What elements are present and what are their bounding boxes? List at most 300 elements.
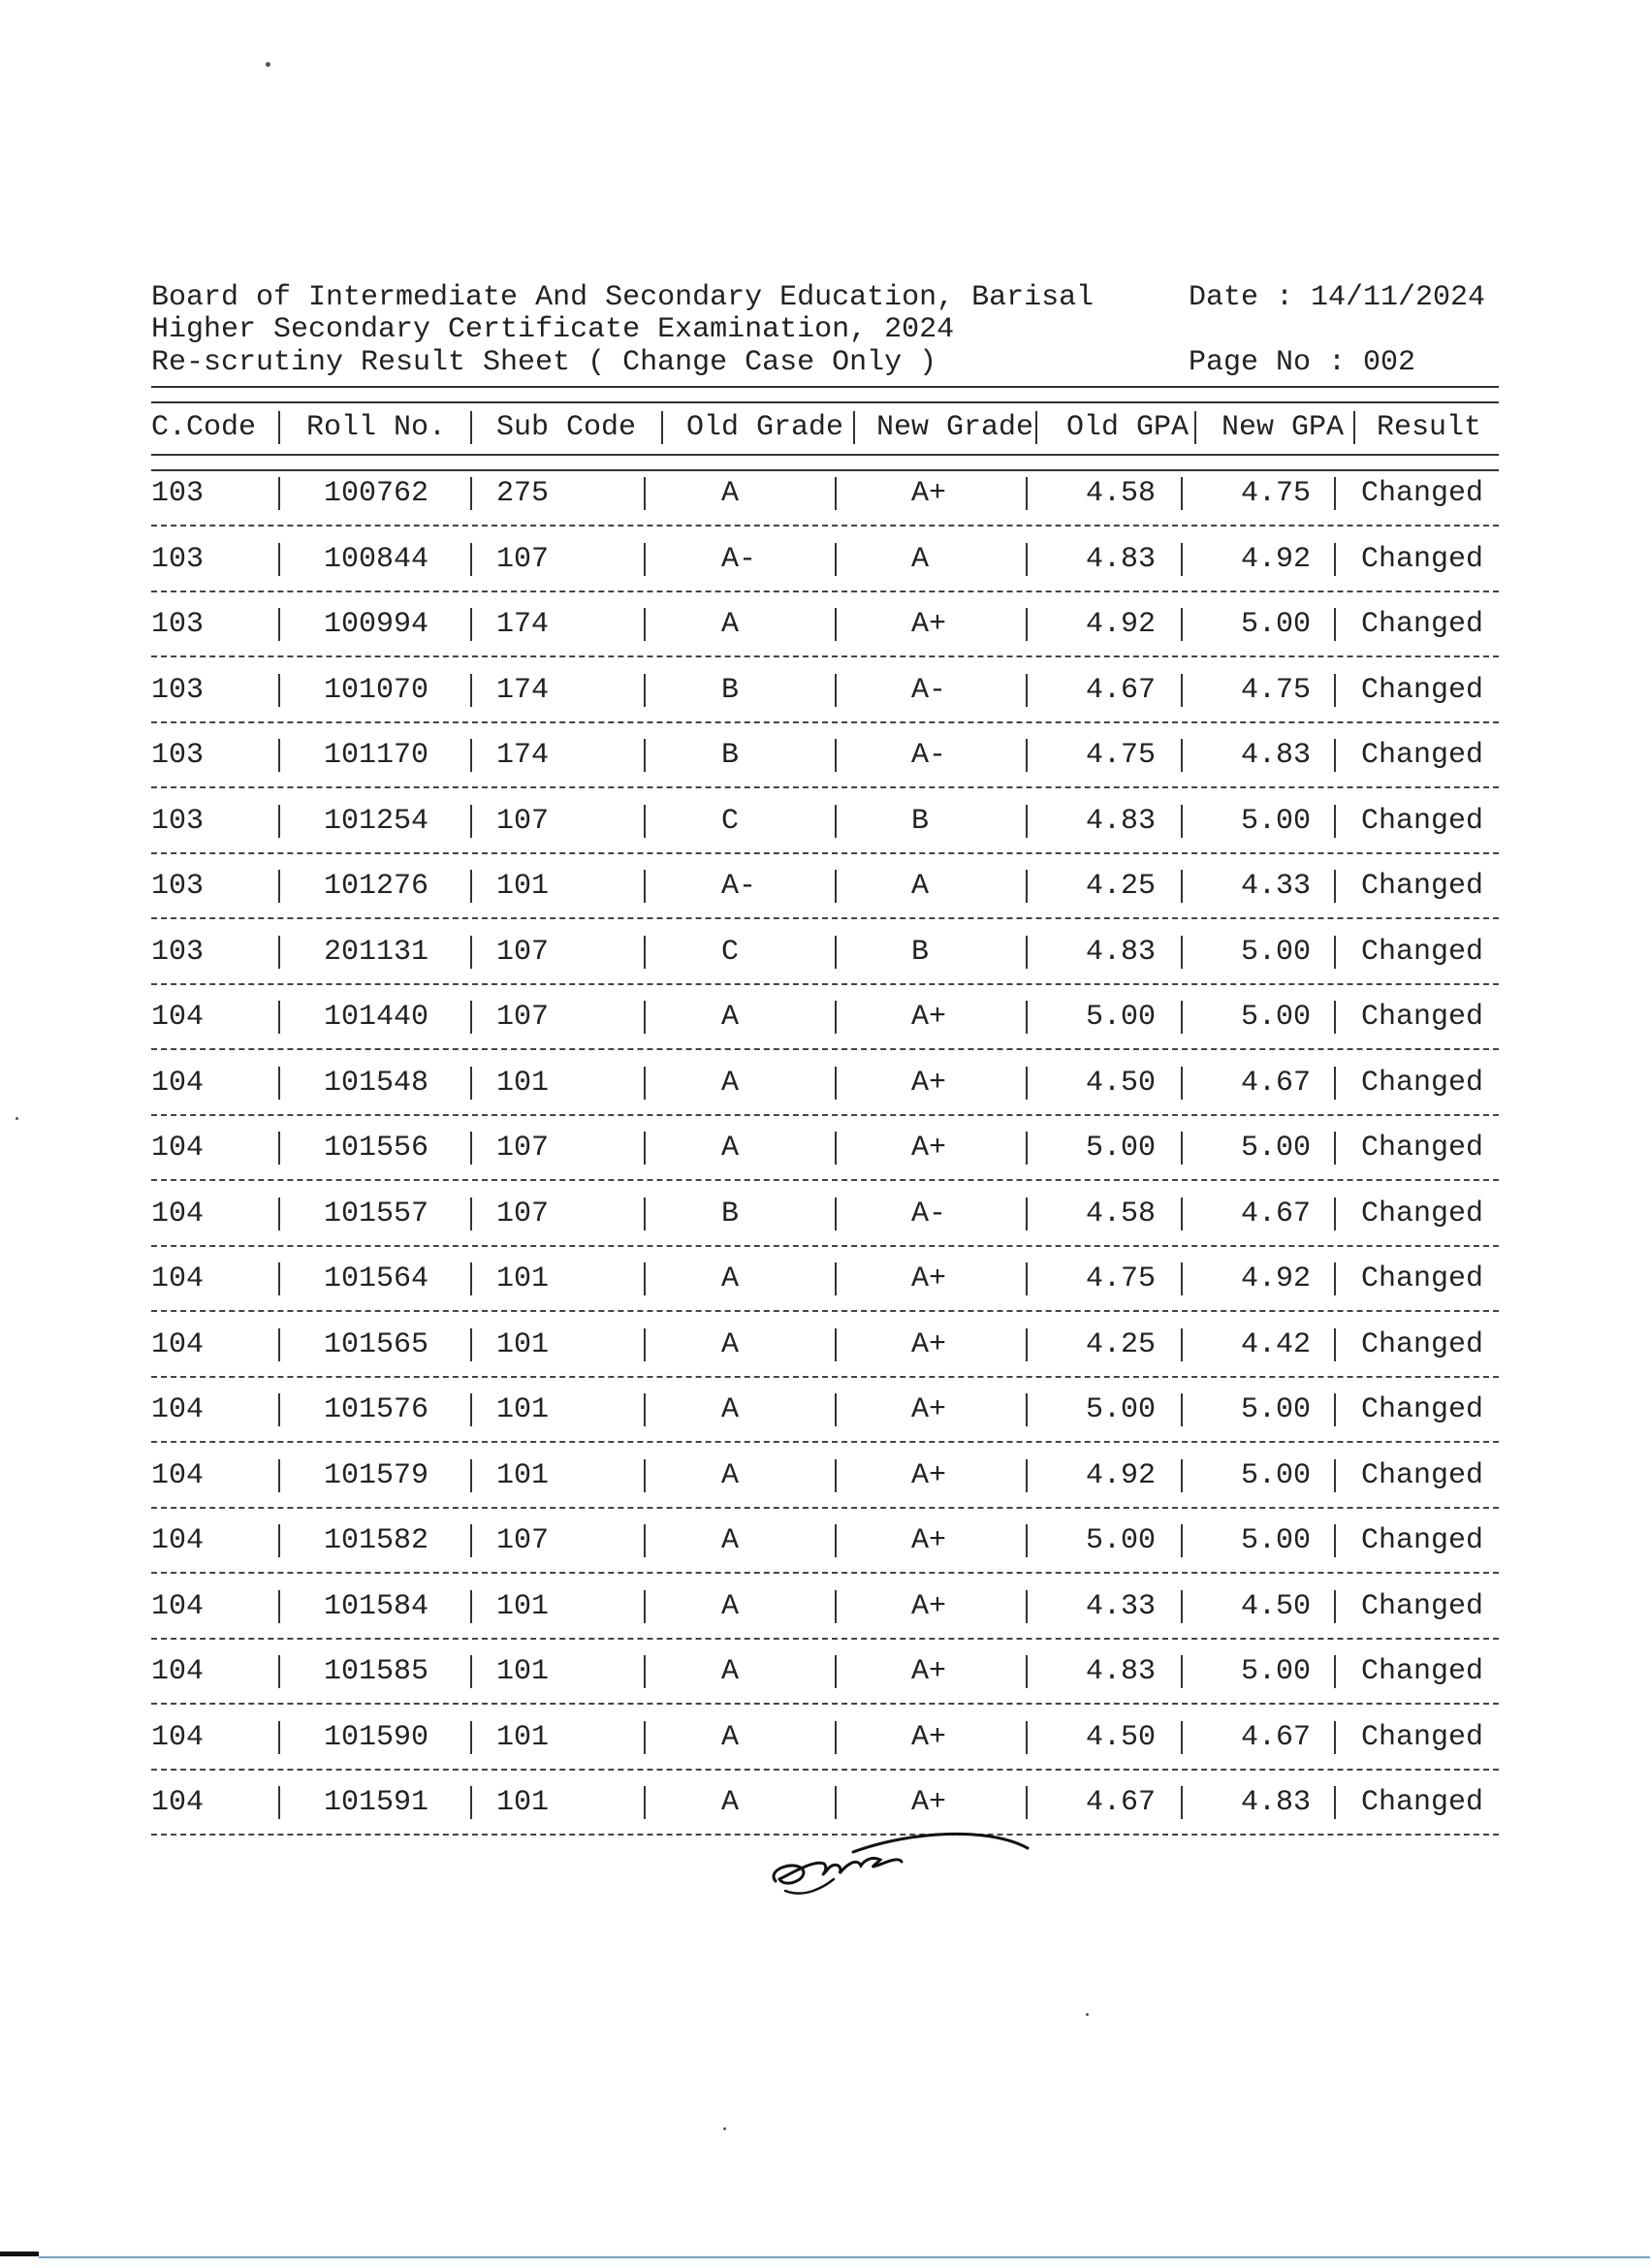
cell-old-gpa: 4.83	[1086, 936, 1157, 969]
exam-title: Higher Secondary Certificate Examination, 2024	[151, 313, 955, 346]
column-separator	[1181, 1328, 1183, 1361]
column-separator	[1334, 1132, 1336, 1165]
signature-mark	[766, 1831, 1037, 1908]
column-separator	[1026, 1328, 1028, 1361]
cell-old-grade: A	[721, 1524, 740, 1557]
cell-old-grade: B	[721, 674, 740, 707]
row-dashed-rule	[151, 1703, 1499, 1705]
cell-old-grade: A	[721, 1655, 740, 1688]
column-separator	[644, 1262, 646, 1295]
column-separator	[1026, 1524, 1028, 1557]
cell-result: Changed	[1361, 1786, 1484, 1819]
column-separator	[1334, 1393, 1336, 1426]
column-separator	[835, 1393, 837, 1426]
column-separator	[278, 477, 280, 510]
row-dashed-rule	[151, 917, 1499, 919]
cell-old-gpa: 5.00	[1086, 1001, 1157, 1034]
column-separator	[835, 1328, 837, 1361]
column-separator	[644, 1393, 646, 1426]
column-separator	[470, 936, 472, 969]
column-separator	[1334, 1001, 1336, 1034]
column-separator	[835, 870, 837, 903]
column-separator	[1026, 1655, 1028, 1688]
column-separator	[1026, 543, 1028, 576]
cell-new-grade: A+	[911, 1067, 947, 1100]
cell-c-code: 103	[151, 608, 205, 641]
column-separator	[644, 1786, 646, 1819]
cell-sub-code: 101	[496, 1328, 550, 1361]
column-separator	[278, 936, 280, 969]
column-separator	[644, 805, 646, 838]
cell-old-grade: A	[721, 1590, 740, 1623]
cell-new-grade: A-	[911, 739, 947, 772]
cell-result: Changed	[1361, 1721, 1484, 1754]
row-dashed-rule	[151, 591, 1499, 592]
column-separator	[278, 1393, 280, 1426]
column-separator	[278, 1786, 280, 1819]
cell-roll-no: 101170	[324, 739, 429, 772]
column-separator	[278, 1459, 280, 1492]
column-separator	[1181, 1001, 1183, 1034]
cell-sub-code: 101	[496, 1067, 550, 1100]
cell-sub-code: 101	[496, 1262, 550, 1295]
row-dashed-rule	[151, 1441, 1499, 1443]
column-separator	[1181, 870, 1183, 903]
row-dashed-rule	[151, 1179, 1499, 1181]
column-separator	[1334, 739, 1336, 772]
column-separator	[1353, 411, 1355, 444]
column-header-c-code: C.Code	[151, 411, 257, 444]
cell-sub-code: 174	[496, 608, 550, 641]
cell-old-grade: A	[721, 1262, 740, 1295]
column-separator	[1334, 674, 1336, 707]
cell-old-gpa: 4.75	[1086, 739, 1157, 772]
column-separator	[470, 1001, 472, 1034]
column-separator	[835, 1132, 837, 1165]
column-separator	[1181, 739, 1183, 772]
cell-new-gpa: 5.00	[1241, 1132, 1312, 1165]
cell-old-gpa: 4.67	[1086, 674, 1157, 707]
cell-new-grade: A-	[911, 1198, 947, 1230]
column-separator	[278, 1198, 280, 1230]
cell-sub-code: 107	[496, 805, 550, 838]
cell-old-gpa: 4.92	[1086, 1459, 1157, 1492]
cell-roll-no: 101548	[324, 1067, 429, 1100]
cell-new-gpa: 4.42	[1241, 1328, 1312, 1361]
cell-roll-no: 101565	[324, 1328, 429, 1361]
cell-roll-no: 100762	[324, 477, 429, 510]
column-separator	[835, 1001, 837, 1034]
column-header-new-grade: New Grade	[876, 411, 1034, 444]
cell-sub-code: 101	[496, 1786, 550, 1819]
column-separator	[644, 608, 646, 641]
cell-result: Changed	[1361, 608, 1484, 641]
cell-old-gpa: 5.00	[1086, 1524, 1157, 1557]
cell-result: Changed	[1361, 1328, 1484, 1361]
column-separator	[835, 1262, 837, 1295]
cell-result: Changed	[1361, 1655, 1484, 1688]
column-separator	[1026, 1001, 1028, 1034]
scan-speck	[266, 62, 270, 67]
column-separator	[470, 805, 472, 838]
cell-roll-no: 101591	[324, 1786, 429, 1819]
cell-roll-no: 101070	[324, 674, 429, 707]
cell-old-grade: C	[721, 805, 740, 838]
column-separator	[1181, 1393, 1183, 1426]
cell-new-gpa: 4.83	[1241, 1786, 1312, 1819]
cell-old-gpa: 4.75	[1086, 1262, 1157, 1295]
board-title: Board of Intermediate And Secondary Education, Barisal	[151, 281, 1095, 314]
column-separator	[470, 1655, 472, 1688]
cell-result: Changed	[1361, 543, 1484, 576]
column-header-new-gpa: New GPA	[1222, 411, 1345, 444]
column-separator	[470, 1262, 472, 1295]
cell-new-gpa: 4.33	[1241, 870, 1312, 903]
column-separator	[1181, 1786, 1183, 1819]
column-separator	[1181, 1459, 1183, 1492]
column-separator	[1334, 477, 1336, 510]
column-separator	[835, 1198, 837, 1230]
cell-result: Changed	[1361, 870, 1484, 903]
cell-new-grade: A	[911, 870, 930, 903]
cell-roll-no: 101276	[324, 870, 429, 903]
cell-new-grade: A+	[911, 1459, 947, 1492]
cell-old-grade: A	[721, 1786, 740, 1819]
column-separator	[278, 1262, 280, 1295]
scan-speck	[1086, 2013, 1089, 2016]
column-separator	[470, 477, 472, 510]
cell-old-gpa: 4.83	[1086, 1655, 1157, 1688]
column-separator	[644, 870, 646, 903]
cell-old-gpa: 4.58	[1086, 477, 1157, 510]
cell-result: Changed	[1361, 936, 1484, 969]
cell-new-grade: A	[911, 543, 930, 576]
column-separator	[278, 1001, 280, 1034]
cell-result: Changed	[1361, 1132, 1484, 1165]
scan-edge-mark	[0, 2252, 39, 2256]
cell-sub-code: 107	[496, 1198, 550, 1230]
cell-roll-no: 101590	[324, 1721, 429, 1754]
column-separator	[644, 1721, 646, 1754]
column-separator	[835, 936, 837, 969]
column-separator	[1026, 477, 1028, 510]
column-separator	[470, 1198, 472, 1230]
column-separator	[470, 1590, 472, 1623]
column-separator	[1026, 1198, 1028, 1230]
cell-new-grade: A+	[911, 1001, 947, 1034]
cell-new-grade: A-	[911, 674, 947, 707]
column-separator	[470, 411, 472, 444]
sheet-title: Re-scrutiny Result Sheet ( Change Case Only )	[151, 346, 937, 379]
cell-old-grade: A-	[721, 543, 757, 576]
column-separator	[853, 411, 855, 444]
column-separator	[1026, 1721, 1028, 1754]
cell-c-code: 103	[151, 936, 205, 969]
cell-old-grade: A	[721, 1393, 740, 1426]
cell-c-code: 104	[151, 1786, 205, 1819]
column-separator	[278, 543, 280, 576]
column-separator	[1181, 477, 1183, 510]
cell-old-gpa: 4.33	[1086, 1590, 1157, 1623]
column-separator	[1181, 674, 1183, 707]
column-separator	[470, 1524, 472, 1557]
cell-new-grade: A+	[911, 1721, 947, 1754]
cell-result: Changed	[1361, 1590, 1484, 1623]
column-separator	[278, 870, 280, 903]
row-dashed-rule	[151, 852, 1499, 854]
cell-roll-no: 101582	[324, 1524, 429, 1557]
column-header-roll-no: Roll No.	[306, 411, 447, 444]
row-dashed-rule	[151, 1310, 1499, 1312]
cell-c-code: 103	[151, 870, 205, 903]
column-separator	[835, 1524, 837, 1557]
column-separator	[835, 1590, 837, 1623]
cell-sub-code: 101	[496, 1590, 550, 1623]
cell-new-gpa: 5.00	[1241, 936, 1312, 969]
column-separator	[835, 1786, 837, 1819]
cell-sub-code: 174	[496, 674, 550, 707]
column-separator	[278, 1328, 280, 1361]
cell-c-code: 103	[151, 477, 205, 510]
column-header-old-grade: Old Grade	[686, 411, 844, 444]
cell-old-grade: C	[721, 936, 740, 969]
column-separator	[1181, 608, 1183, 641]
cell-result: Changed	[1361, 1067, 1484, 1100]
column-separator	[1334, 1655, 1336, 1688]
cell-old-gpa: 4.83	[1086, 543, 1157, 576]
cell-old-grade: A	[721, 608, 740, 641]
column-separator	[1194, 411, 1196, 444]
cell-result: Changed	[1361, 1262, 1484, 1295]
cell-sub-code: 101	[496, 870, 550, 903]
cell-old-gpa: 4.25	[1086, 1328, 1157, 1361]
cell-old-gpa: 4.50	[1086, 1721, 1157, 1754]
column-separator	[1026, 674, 1028, 707]
cell-old-gpa: 4.83	[1086, 805, 1157, 838]
cell-old-grade: A-	[721, 870, 757, 903]
cell-c-code: 104	[151, 1001, 205, 1034]
cell-new-gpa: 5.00	[1241, 1459, 1312, 1492]
column-separator	[1334, 1524, 1336, 1557]
column-separator	[1334, 936, 1336, 969]
cell-old-gpa: 4.92	[1086, 608, 1157, 641]
column-separator	[1181, 805, 1183, 838]
cell-sub-code: 107	[496, 936, 550, 969]
column-separator	[1334, 1328, 1336, 1361]
cell-result: Changed	[1361, 739, 1484, 772]
column-separator	[644, 1067, 646, 1100]
column-separator	[1334, 870, 1336, 903]
cell-new-grade: B	[911, 936, 930, 969]
cell-c-code: 104	[151, 1590, 205, 1623]
cell-sub-code: 101	[496, 1655, 550, 1688]
column-separator	[470, 674, 472, 707]
cell-new-gpa: 5.00	[1241, 1524, 1312, 1557]
column-separator	[470, 1067, 472, 1100]
cell-new-gpa: 4.92	[1241, 1262, 1312, 1295]
cell-new-grade: A+	[911, 608, 947, 641]
cell-result: Changed	[1361, 805, 1484, 838]
column-separator	[1181, 936, 1183, 969]
cell-new-grade: A+	[911, 1262, 947, 1295]
cell-new-grade: A+	[911, 1590, 947, 1623]
cell-c-code: 104	[151, 1393, 205, 1426]
column-separator	[1334, 1198, 1336, 1230]
column-separator	[470, 608, 472, 641]
column-separator	[1026, 1262, 1028, 1295]
cell-sub-code: 107	[496, 543, 550, 576]
column-separator	[278, 1067, 280, 1100]
column-separator	[278, 739, 280, 772]
column-separator	[644, 1132, 646, 1165]
row-dashed-rule	[151, 1048, 1499, 1050]
cell-result: Changed	[1361, 1459, 1484, 1492]
cell-old-grade: B	[721, 739, 740, 772]
cell-new-grade: A+	[911, 1132, 947, 1165]
cell-new-grade: A+	[911, 477, 947, 510]
column-separator	[1026, 1590, 1028, 1623]
cell-old-gpa: 4.67	[1086, 1786, 1157, 1819]
cell-new-grade: A+	[911, 1393, 947, 1426]
column-separator	[278, 1590, 280, 1623]
cell-new-gpa: 5.00	[1241, 1393, 1312, 1426]
cell-new-grade: A+	[911, 1524, 947, 1557]
column-separator	[644, 1198, 646, 1230]
column-separator	[470, 1328, 472, 1361]
column-separator	[1026, 1132, 1028, 1165]
column-separator	[470, 1786, 472, 1819]
row-dashed-rule	[151, 1114, 1499, 1116]
cell-roll-no: 101254	[324, 805, 429, 838]
column-separator	[278, 1721, 280, 1754]
row-dashed-rule	[151, 1376, 1499, 1378]
column-separator	[470, 739, 472, 772]
cell-c-code: 104	[151, 1328, 205, 1361]
column-separator	[1026, 739, 1028, 772]
row-dashed-rule	[151, 1638, 1499, 1640]
column-separator	[835, 674, 837, 707]
column-separator	[1026, 1459, 1028, 1492]
cell-sub-code: 107	[496, 1132, 550, 1165]
column-separator	[1334, 1721, 1336, 1754]
column-separator	[1334, 1786, 1336, 1819]
row-dashed-rule	[151, 655, 1499, 657]
cell-c-code: 104	[151, 1067, 205, 1100]
column-separator	[1334, 608, 1336, 641]
cell-sub-code: 101	[496, 1393, 550, 1426]
cell-sub-code: 101	[496, 1459, 550, 1492]
column-separator	[835, 805, 837, 838]
cell-roll-no: 101584	[324, 1590, 429, 1623]
column-separator	[278, 1524, 280, 1557]
column-separator	[1181, 1721, 1183, 1754]
column-separator	[644, 674, 646, 707]
cell-result: Changed	[1361, 1393, 1484, 1426]
row-dashed-rule	[151, 983, 1499, 985]
cell-sub-code: 101	[496, 1721, 550, 1754]
cell-new-grade: A+	[911, 1655, 947, 1688]
column-separator	[1334, 1262, 1336, 1295]
cell-new-gpa: 4.92	[1241, 543, 1312, 576]
cell-c-code: 103	[151, 739, 205, 772]
cell-old-grade: B	[721, 1198, 740, 1230]
cell-new-gpa: 5.00	[1241, 1001, 1312, 1034]
header-double-rule-bottom	[151, 454, 1499, 471]
column-separator	[278, 411, 280, 444]
cell-old-grade: A	[721, 1001, 740, 1034]
column-separator	[835, 608, 837, 641]
column-separator	[1181, 1590, 1183, 1623]
cell-old-gpa: 4.58	[1086, 1198, 1157, 1230]
cell-new-gpa: 4.75	[1241, 477, 1312, 510]
header-double-rule-top	[151, 386, 1499, 403]
column-separator	[1026, 1786, 1028, 1819]
column-separator	[1026, 870, 1028, 903]
date-label: Date : 14/11/2024	[1189, 281, 1486, 314]
row-dashed-rule	[151, 1572, 1499, 1574]
column-separator	[1026, 936, 1028, 969]
column-separator	[1181, 1524, 1183, 1557]
column-separator	[1334, 1590, 1336, 1623]
cell-sub-code: 275	[496, 477, 550, 510]
column-separator	[644, 1328, 646, 1361]
column-separator	[835, 543, 837, 576]
column-header-result: Result	[1377, 411, 1482, 444]
column-separator	[1026, 805, 1028, 838]
cell-new-gpa: 5.00	[1241, 608, 1312, 641]
cell-c-code: 103	[151, 674, 205, 707]
cell-new-grade: B	[911, 805, 930, 838]
cell-new-gpa: 5.00	[1241, 1655, 1312, 1688]
column-separator	[1181, 1198, 1183, 1230]
cell-c-code: 104	[151, 1132, 205, 1165]
column-separator	[644, 543, 646, 576]
column-separator	[644, 1590, 646, 1623]
cell-sub-code: 174	[496, 739, 550, 772]
cell-roll-no: 100844	[324, 543, 429, 576]
column-separator	[278, 608, 280, 641]
row-dashed-rule	[151, 525, 1499, 527]
cell-roll-no: 101556	[324, 1132, 429, 1165]
scan-edge-line	[39, 2256, 1650, 2258]
column-separator	[1334, 805, 1336, 838]
cell-roll-no: 100994	[324, 608, 429, 641]
cell-old-gpa: 4.25	[1086, 870, 1157, 903]
column-separator	[1181, 1262, 1183, 1295]
cell-old-gpa: 5.00	[1086, 1132, 1157, 1165]
column-header-sub-code: Sub Code	[496, 411, 637, 444]
cell-new-gpa: 4.75	[1241, 674, 1312, 707]
scan-speck	[16, 1117, 18, 1120]
column-separator	[470, 870, 472, 903]
column-separator	[1181, 543, 1183, 576]
column-separator	[644, 1524, 646, 1557]
column-separator	[835, 477, 837, 510]
cell-result: Changed	[1361, 1198, 1484, 1230]
cell-roll-no: 101579	[324, 1459, 429, 1492]
cell-old-grade: A	[721, 1132, 740, 1165]
cell-c-code: 103	[151, 805, 205, 838]
cell-new-gpa: 4.67	[1241, 1198, 1312, 1230]
cell-result: Changed	[1361, 674, 1484, 707]
cell-old-gpa: 4.50	[1086, 1067, 1157, 1100]
column-separator	[1035, 411, 1037, 444]
column-separator	[644, 936, 646, 969]
column-separator	[1026, 1067, 1028, 1100]
cell-new-grade: A+	[911, 1328, 947, 1361]
cell-c-code: 104	[151, 1459, 205, 1492]
column-separator	[1334, 543, 1336, 576]
